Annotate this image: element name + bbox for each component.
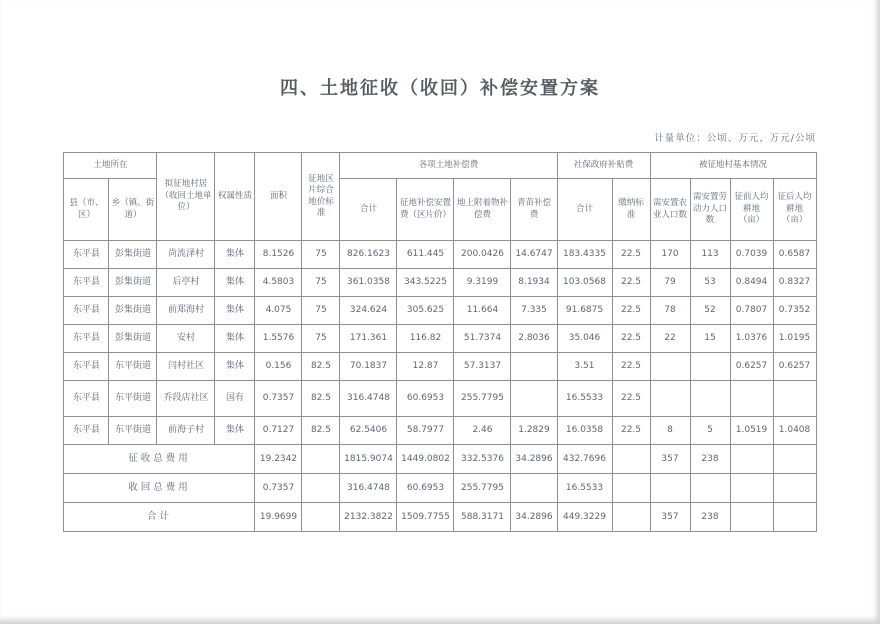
table-cell: 0.8494 bbox=[730, 269, 773, 297]
table-cell: 75 bbox=[302, 241, 340, 269]
table-cell: 449.3229 bbox=[557, 503, 612, 532]
table-cell bbox=[302, 445, 340, 474]
table-cell: 255.7795 bbox=[454, 474, 511, 503]
table-cell: 826.1623 bbox=[340, 241, 397, 269]
table-cell: 彭集街道 bbox=[109, 269, 157, 297]
table-cell: 82.5 bbox=[302, 381, 340, 417]
header-before-land: 征前人均耕地（亩） bbox=[730, 179, 773, 241]
table-cell: 75 bbox=[302, 269, 340, 297]
summary-row-expropriation bbox=[64, 445, 816, 474]
table-cell: 前海子村 bbox=[157, 417, 215, 445]
table-cell: 8.1934 bbox=[511, 269, 557, 297]
table-cell bbox=[773, 445, 816, 474]
table-cell: 0.7357 bbox=[255, 474, 302, 503]
table-cell bbox=[730, 503, 773, 532]
table-cell: 70.1837 bbox=[340, 353, 397, 381]
table-cell bbox=[730, 381, 773, 417]
table-cell: 51.7374 bbox=[454, 325, 511, 353]
table-cell: 7.335 bbox=[511, 297, 557, 325]
table-cell: 82.5 bbox=[302, 417, 340, 445]
table-cell bbox=[511, 381, 557, 417]
table-cell bbox=[511, 474, 557, 503]
table-cell: 62.5406 bbox=[340, 417, 397, 445]
table-cell: 16.5533 bbox=[557, 381, 612, 417]
table-cell: 东平县 bbox=[64, 381, 109, 417]
table-row bbox=[64, 325, 816, 353]
table-cell: 75 bbox=[302, 325, 340, 353]
table-cell: 3.51 bbox=[557, 353, 612, 381]
header-social-total: 合计 bbox=[557, 179, 612, 241]
header-after-land: 征后人均耕地（亩） bbox=[773, 179, 816, 241]
table-row bbox=[64, 417, 816, 445]
table-cell: 14.6747 bbox=[511, 241, 557, 269]
table-cell: 116.82 bbox=[397, 325, 454, 353]
table-cell: 前郑海村 bbox=[157, 297, 215, 325]
table-cell: 16.5533 bbox=[557, 474, 612, 503]
header-village: 拟征地村居（收回土地单位） bbox=[157, 153, 215, 241]
table-cell: 0.6257 bbox=[773, 353, 816, 381]
table-cell: 16.0358 bbox=[557, 417, 612, 445]
table-cell: 集体 bbox=[215, 269, 255, 297]
table-cell: 5 bbox=[690, 417, 730, 445]
table-cell: 52 bbox=[690, 297, 730, 325]
table-cell: 361.0358 bbox=[340, 269, 397, 297]
table-row bbox=[64, 269, 816, 297]
table-cell: 4.075 bbox=[255, 297, 302, 325]
table-cell: 集体 bbox=[215, 353, 255, 381]
table-cell: 2.8036 bbox=[511, 325, 557, 353]
table-cell: 22.5 bbox=[612, 241, 650, 269]
summary-row-grand-total bbox=[64, 503, 816, 532]
table-cell: 4.5803 bbox=[255, 269, 302, 297]
table-cell: 316.4748 bbox=[340, 474, 397, 503]
table-cell: 1.2829 bbox=[511, 417, 557, 445]
table-cell: 11.664 bbox=[454, 297, 511, 325]
table-cell: 324.624 bbox=[340, 297, 397, 325]
header-comp-total: 合计 bbox=[340, 179, 397, 241]
table-cell: 0.7357 bbox=[255, 381, 302, 417]
table-cell: 0.7807 bbox=[730, 297, 773, 325]
table-cell: 东平县 bbox=[64, 297, 109, 325]
header-ownership: 权属性质 bbox=[215, 153, 255, 241]
header-land-location: 土地所在 bbox=[64, 153, 157, 179]
table-cell: 357 bbox=[650, 503, 690, 532]
table-cell: 22 bbox=[650, 325, 690, 353]
table-cell bbox=[730, 474, 773, 503]
header-price-standard: 征地区片综合地价标准 bbox=[302, 153, 340, 241]
table-cell bbox=[773, 503, 816, 532]
table-cell: 332.5376 bbox=[454, 445, 511, 474]
table-cell: 彭集街道 bbox=[109, 325, 157, 353]
table-cell: 9.3199 bbox=[454, 269, 511, 297]
table-cell: 东平县 bbox=[64, 241, 109, 269]
header-county: 县（市、区） bbox=[64, 179, 109, 241]
table-cell: 82.5 bbox=[302, 353, 340, 381]
table-cell: 集体 bbox=[215, 417, 255, 445]
table-cell: 15 bbox=[690, 325, 730, 353]
table-cell: 东平县 bbox=[64, 269, 109, 297]
table-row bbox=[64, 381, 816, 417]
table-cell: 357 bbox=[650, 445, 690, 474]
header-social-standard: 缴纳标准 bbox=[612, 179, 650, 241]
table-cell: 2132.3822 bbox=[340, 503, 397, 532]
table-cell bbox=[773, 474, 816, 503]
table-cell bbox=[650, 353, 690, 381]
table-cell: 国有 bbox=[215, 381, 255, 417]
table-cell: 1.0519 bbox=[730, 417, 773, 445]
header-agri-pop: 需安置农业人口数 bbox=[650, 179, 690, 241]
table-cell bbox=[612, 445, 650, 474]
table-cell: 0.7127 bbox=[255, 417, 302, 445]
summary-row-recovery bbox=[64, 474, 816, 503]
table-cell: 343.5225 bbox=[397, 269, 454, 297]
table-cell: 彭集街道 bbox=[109, 297, 157, 325]
table-cell: 东平县 bbox=[64, 353, 109, 381]
table-cell: 22.5 bbox=[612, 269, 650, 297]
table-cell: 彭集街道 bbox=[109, 241, 157, 269]
table-cell bbox=[730, 445, 773, 474]
table-cell: 171.361 bbox=[340, 325, 397, 353]
table-cell: 91.6875 bbox=[557, 297, 612, 325]
table-cell: 1.5576 bbox=[255, 325, 302, 353]
table-cell: 东平街道 bbox=[109, 381, 157, 417]
table-cell: 8 bbox=[650, 417, 690, 445]
table-cell: 安村 bbox=[157, 325, 215, 353]
table-cell: 170 bbox=[650, 241, 690, 269]
table-cell: 238 bbox=[690, 503, 730, 532]
table-cell: 113 bbox=[690, 241, 730, 269]
table-cell: 乔段店社区 bbox=[157, 381, 215, 417]
table-cell: 后亭村 bbox=[157, 269, 215, 297]
header-township: 乡（镇、街道） bbox=[109, 179, 157, 241]
table-cell bbox=[302, 474, 340, 503]
table-cell: 集体 bbox=[215, 325, 255, 353]
table-cell: 1509.7755 bbox=[397, 503, 454, 532]
header-comp-resettle: 征地补偿安置费（区片价） bbox=[397, 179, 454, 241]
table-cell: 22.5 bbox=[612, 353, 650, 381]
table-cell: 22.5 bbox=[612, 325, 650, 353]
table-cell: 35.046 bbox=[557, 325, 612, 353]
table-row bbox=[64, 297, 816, 325]
table-cell: 238 bbox=[690, 445, 730, 474]
table-cell: 0.7352 bbox=[773, 297, 816, 325]
table-cell: 200.0426 bbox=[454, 241, 511, 269]
table-cell: 东平县 bbox=[64, 417, 109, 445]
table-cell: 22.5 bbox=[612, 297, 650, 325]
table-cell: 尚流泽村 bbox=[157, 241, 215, 269]
table-cell: 1449.0802 bbox=[397, 445, 454, 474]
table-cell bbox=[690, 381, 730, 417]
table-cell: 22.5 bbox=[612, 381, 650, 417]
table-cell: 34.2896 bbox=[511, 445, 557, 474]
table-cell: 12.87 bbox=[397, 353, 454, 381]
header-social-group: 社保政府补贴费 bbox=[557, 153, 650, 179]
table-cell: 316.4748 bbox=[340, 381, 397, 417]
summary-label: 收回总费用 bbox=[64, 474, 255, 503]
table-cell: 集体 bbox=[215, 297, 255, 325]
header-row-groups bbox=[64, 153, 816, 179]
table-cell: 60.6953 bbox=[397, 474, 454, 503]
page-title: 四、土地征收（收回）补偿安置方案 bbox=[280, 78, 600, 99]
table-cell: 34.2896 bbox=[511, 503, 557, 532]
header-comp-crops: 青苗补偿费 bbox=[511, 179, 557, 241]
table-cell: 1.0195 bbox=[773, 325, 816, 353]
header-area: 面积 bbox=[255, 153, 302, 241]
table-cell: 611.445 bbox=[397, 241, 454, 269]
table-cell: 0.6587 bbox=[773, 241, 816, 269]
table-cell: 183.4335 bbox=[557, 241, 612, 269]
table-cell: 58.7977 bbox=[397, 417, 454, 445]
table-cell: 75 bbox=[302, 297, 340, 325]
summary-label: 征收总费用 bbox=[64, 445, 255, 474]
table-cell: 8.1526 bbox=[255, 241, 302, 269]
table-cell bbox=[612, 503, 650, 532]
table-cell: 53 bbox=[690, 269, 730, 297]
table-row bbox=[64, 241, 816, 269]
table-cell bbox=[612, 474, 650, 503]
table-cell: 57.3137 bbox=[454, 353, 511, 381]
table-cell: 103.0568 bbox=[557, 269, 612, 297]
table-cell: 588.3171 bbox=[454, 503, 511, 532]
table-cell: 东平县 bbox=[64, 325, 109, 353]
table-cell: 1.0376 bbox=[730, 325, 773, 353]
table-cell: 79 bbox=[650, 269, 690, 297]
table-cell: 2.46 bbox=[454, 417, 511, 445]
measurement-unit-note: 计量单位：公顷、万元、万元/公顷 bbox=[654, 133, 816, 144]
header-village-info-group: 被征地村基本情况 bbox=[650, 153, 816, 179]
table-cell bbox=[690, 353, 730, 381]
table-cell bbox=[650, 474, 690, 503]
table-cell: 255.7795 bbox=[454, 381, 511, 417]
table-cell: 东平街道 bbox=[109, 353, 157, 381]
table-cell: 东平街道 bbox=[109, 417, 157, 445]
compensation-table bbox=[63, 152, 816, 532]
header-labor-pop: 需安置劳动力人口数 bbox=[690, 179, 730, 241]
table-cell: 0.156 bbox=[255, 353, 302, 381]
summary-label: 合计 bbox=[64, 503, 255, 532]
table-cell: 闫村社区 bbox=[157, 353, 215, 381]
table-cell bbox=[511, 353, 557, 381]
table-cell bbox=[650, 381, 690, 417]
header-comp-attach: 地上附着物补偿费 bbox=[454, 179, 511, 241]
table-cell: 78 bbox=[650, 297, 690, 325]
table-cell bbox=[302, 503, 340, 532]
table-cell bbox=[773, 381, 816, 417]
table-cell: 0.6257 bbox=[730, 353, 773, 381]
table-cell: 19.9699 bbox=[255, 503, 302, 532]
table-cell: 1815.9074 bbox=[340, 445, 397, 474]
header-land-comp-group: 各项土地补偿费 bbox=[340, 153, 557, 179]
table-cell bbox=[690, 474, 730, 503]
table-row bbox=[64, 353, 816, 381]
table-cell: 432.7696 bbox=[557, 445, 612, 474]
table-cell: 305.625 bbox=[397, 297, 454, 325]
table-cell: 60.6953 bbox=[397, 381, 454, 417]
table-cell: 集体 bbox=[215, 241, 255, 269]
table-cell: 1.0408 bbox=[773, 417, 816, 445]
table-cell: 19.2342 bbox=[255, 445, 302, 474]
table-cell: 22.5 bbox=[612, 417, 650, 445]
table-cell: 0.7039 bbox=[730, 241, 773, 269]
table-cell: 0.8327 bbox=[773, 269, 816, 297]
